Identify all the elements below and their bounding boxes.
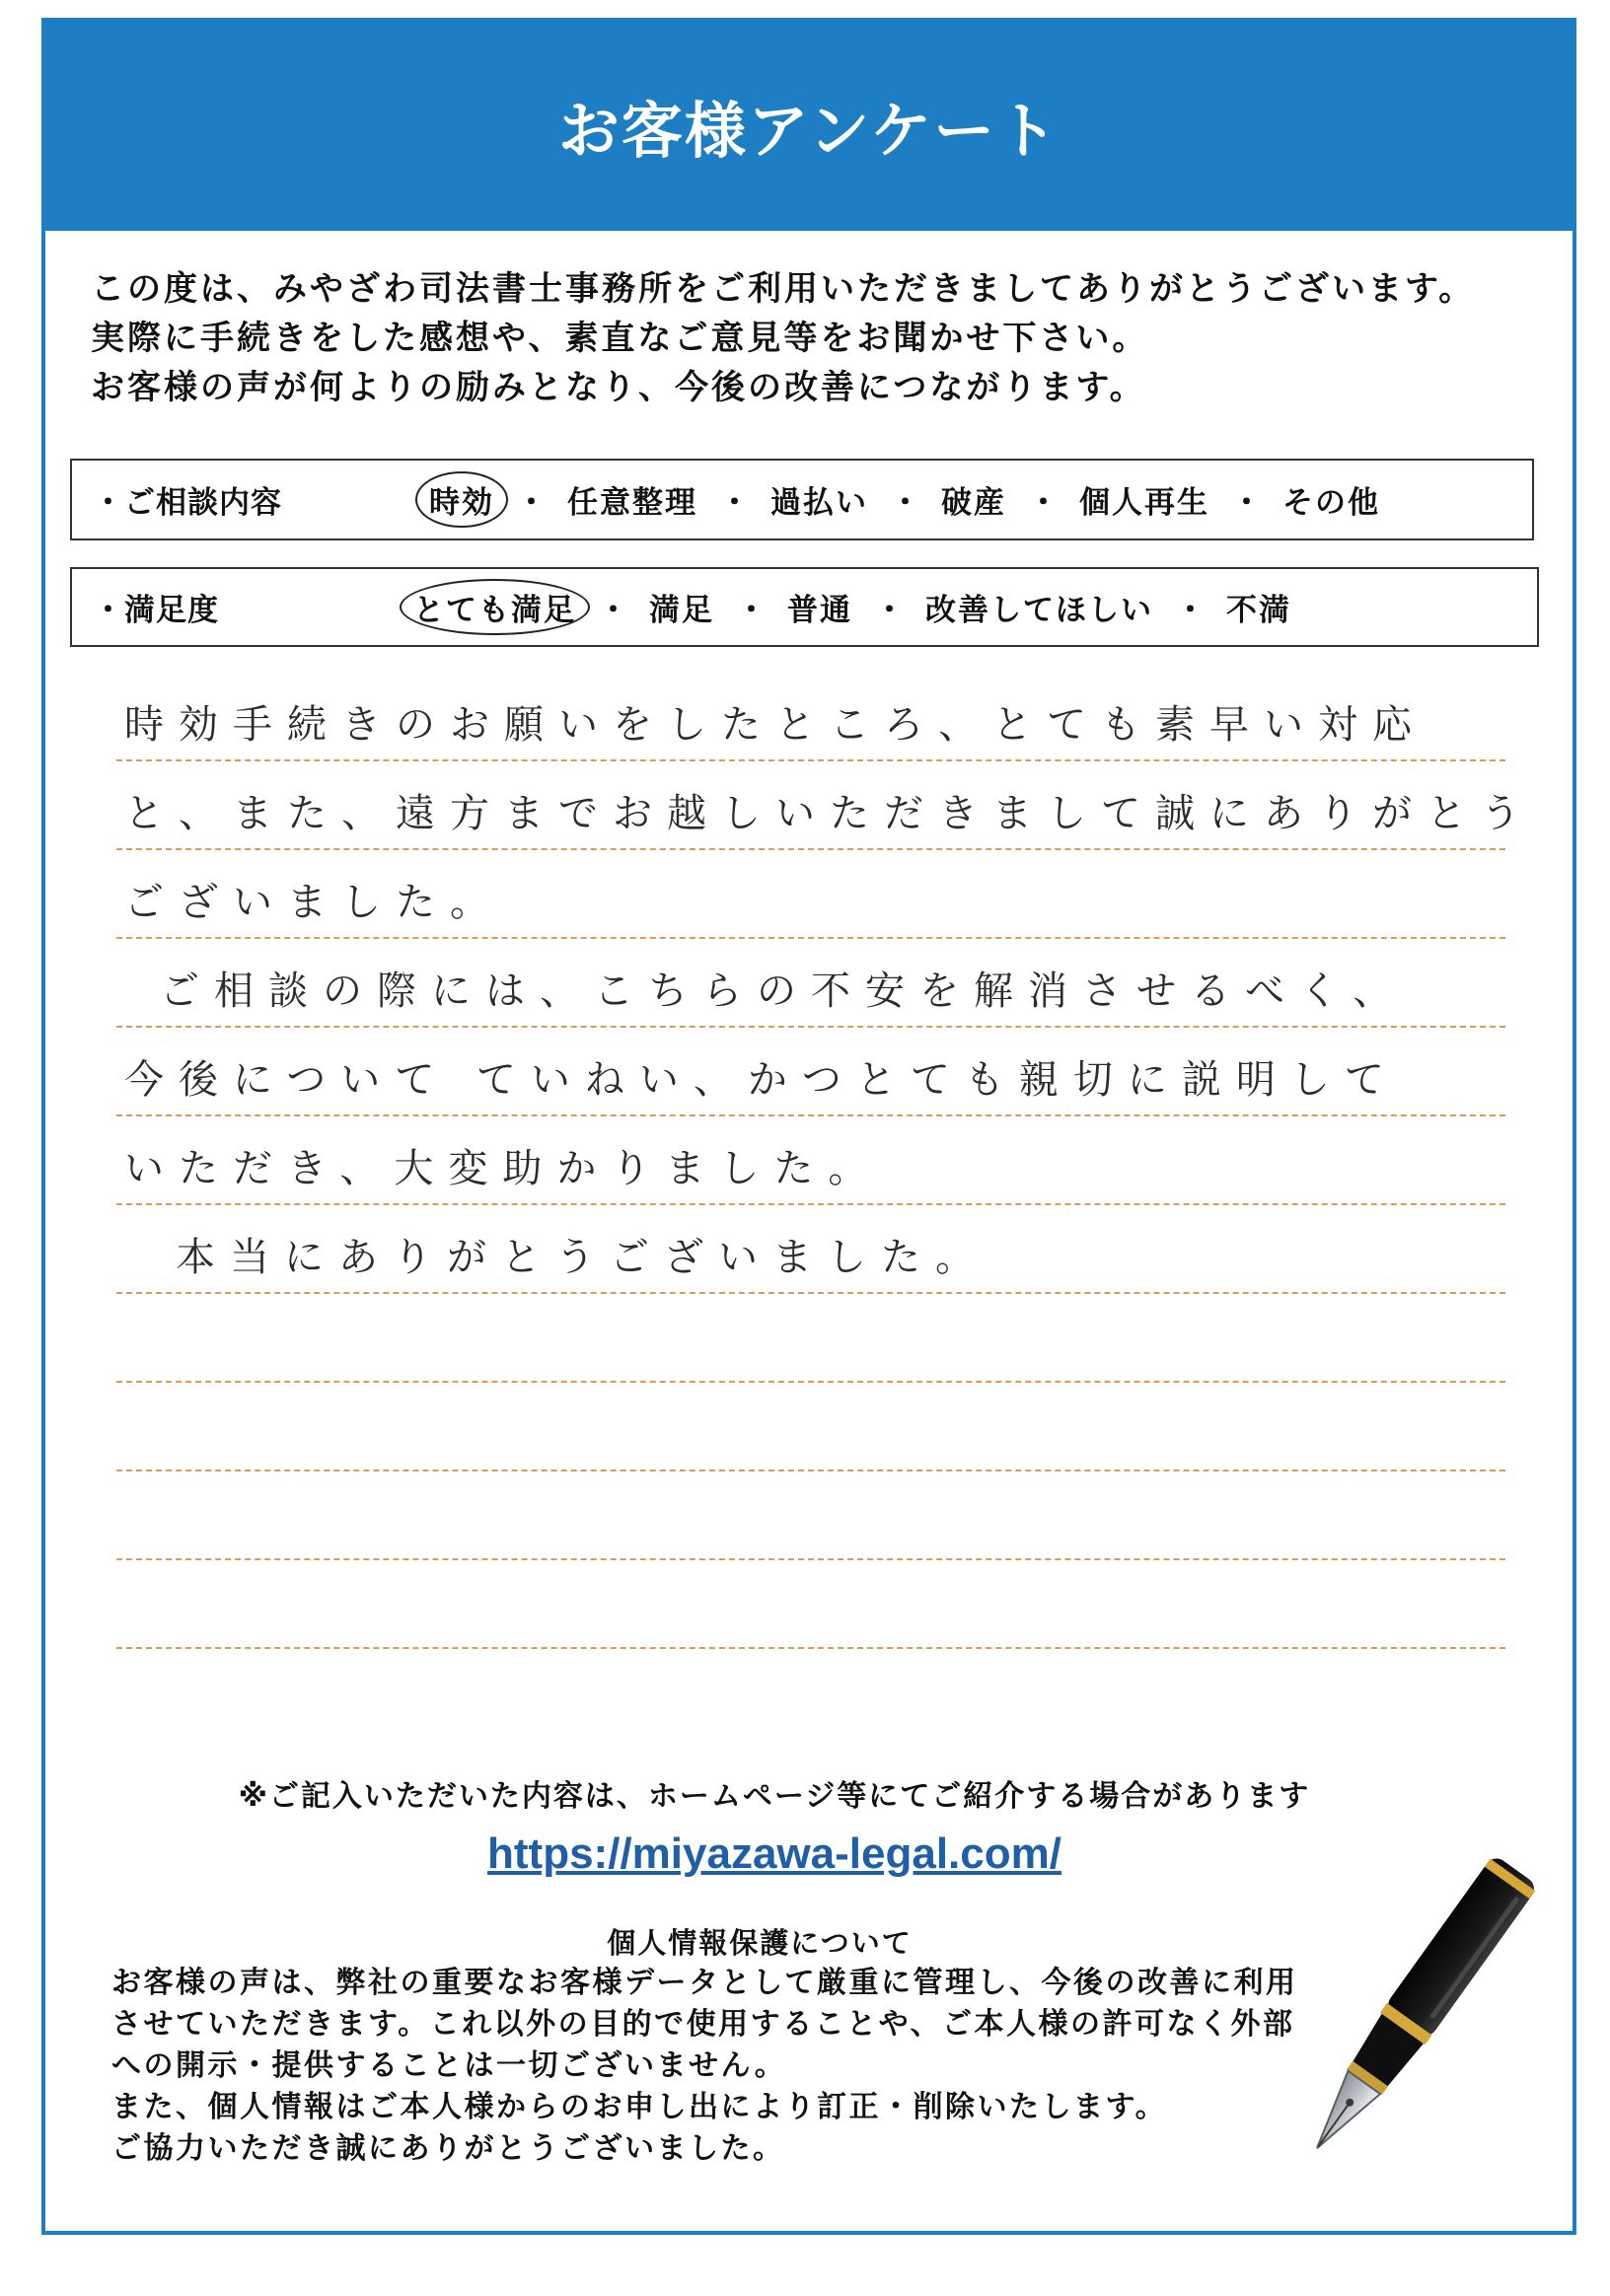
- satisfaction-option-needs-improvement[interactable]: 改善してほしい: [925, 593, 1153, 628]
- consultation-option-hasan[interactable]: 破産: [941, 485, 1006, 521]
- satisfaction-options: [400, 579, 1305, 635]
- privacy-title: 個人情報保護について: [607, 1926, 913, 1960]
- page-title: お客様アンケート: [557, 95, 1061, 167]
- comment-line: [116, 761, 1535, 850]
- option-separator: ・: [1028, 485, 1059, 521]
- privacy-line: させていただきます。これ以外の目的で使用することや、ご本人様の許可なく外部: [111, 2007, 1295, 2042]
- option-separator: ・: [736, 593, 767, 628]
- consultation-option-sonota[interactable]: その他: [1282, 485, 1380, 521]
- option-separator: ・: [516, 485, 547, 521]
- privacy-line: また、個人情報はご本人様からのお申し出により訂正・削除いたします。: [111, 2090, 1168, 2124]
- satisfaction-option-very-satisfied[interactable]: とても満足: [400, 579, 590, 635]
- comment-line: [116, 1116, 1505, 1205]
- intro-line: 実際に手続きをした感想や、素直なご意見等をお聞かせ下さい。: [91, 319, 1149, 358]
- consultation-option-jiko[interactable]: 時効: [415, 471, 508, 528]
- option-separator: ・: [1231, 485, 1262, 521]
- website-url: [89, 1827, 1460, 1891]
- handwritten-comment: 今後について ていねい、かつとても親切に説明して: [124, 1057, 1399, 1103]
- satisfaction-label: ・満足度: [93, 593, 219, 628]
- satisfaction-box: [70, 567, 1539, 647]
- satisfaction-option-normal[interactable]: 普通: [787, 593, 852, 628]
- comment-line: [116, 673, 1505, 761]
- handwritten-comment: と、また、遠方までお越しいただきまして誠にありがとう: [124, 791, 1535, 836]
- privacy-policy-text: [111, 1963, 1298, 2170]
- privacy-line: への開示・提供することは一切ございません。: [111, 2048, 787, 2083]
- consultation-option-kojin-saisei[interactable]: 個人再生: [1079, 485, 1209, 521]
- intro-line: お客様の声が何よりの励みとなり、今後の改善につながります。: [91, 368, 1146, 407]
- handwritten-comment: 本当にありがとうございました。: [176, 1235, 989, 1280]
- handwritten-comment: 時効手続きのお願いをしたところ、とても素早い対応: [124, 702, 1427, 748]
- comment-line: [116, 939, 1505, 1028]
- comment-line: [116, 1028, 1505, 1116]
- privacy-line: お客様の声は、弊社の重要なお客様データとして厳重に管理し、今後の改善に利用: [111, 1966, 1298, 2000]
- publication-notice: ※ご記入いただいた内容は、ホームページ等にてご紹介する場合があります: [238, 1779, 1311, 1814]
- comment-line-empty: [116, 1383, 1505, 1471]
- handwritten-comment: ご相談の際には、こちらの不安を解消させるべく、: [160, 969, 1408, 1014]
- consultation-label: ・ご相談内容: [93, 485, 282, 521]
- option-separator: ・: [874, 593, 905, 628]
- header-band: [45, 22, 1573, 231]
- handwritten-comment: ございました。: [124, 880, 504, 925]
- comment-line-empty: [116, 1294, 1505, 1383]
- satisfaction-option-dissatisfied[interactable]: 不満: [1226, 593, 1291, 628]
- comment-line: [116, 1205, 1505, 1294]
- fountain-pen-icon: [1287, 1852, 1554, 2168]
- satisfaction-option-satisfied[interactable]: 満足: [649, 593, 714, 628]
- consultation-box: [70, 459, 1534, 540]
- option-separator: ・: [1175, 593, 1206, 628]
- consultation-options: [415, 471, 1394, 528]
- comment-line-empty: [116, 1471, 1505, 1560]
- consultation-option-nini-seiri[interactable]: 任意整理: [567, 485, 697, 521]
- intro-line: この度は、みやざわ司法書士事務所をご利用いただきましてありがとうございます。: [91, 269, 1476, 309]
- option-separator: ・: [719, 485, 750, 521]
- comment-line-empty: [116, 1560, 1505, 1649]
- comment-area[interactable]: [116, 673, 1535, 1649]
- option-separator: ・: [890, 485, 920, 521]
- consultation-option-kabarai[interactable]: 過払い: [770, 485, 868, 521]
- handwritten-comment: いただき、大変助かりました。: [124, 1146, 883, 1191]
- option-separator: ・: [598, 593, 628, 628]
- intro-text: [91, 264, 1475, 412]
- comment-line: [116, 850, 1505, 939]
- website-link[interactable]: https://miyazawa-legal.com/: [487, 1830, 1061, 1878]
- privacy-line: ご協力いただき誠にありがとうございました。: [111, 2131, 785, 2166]
